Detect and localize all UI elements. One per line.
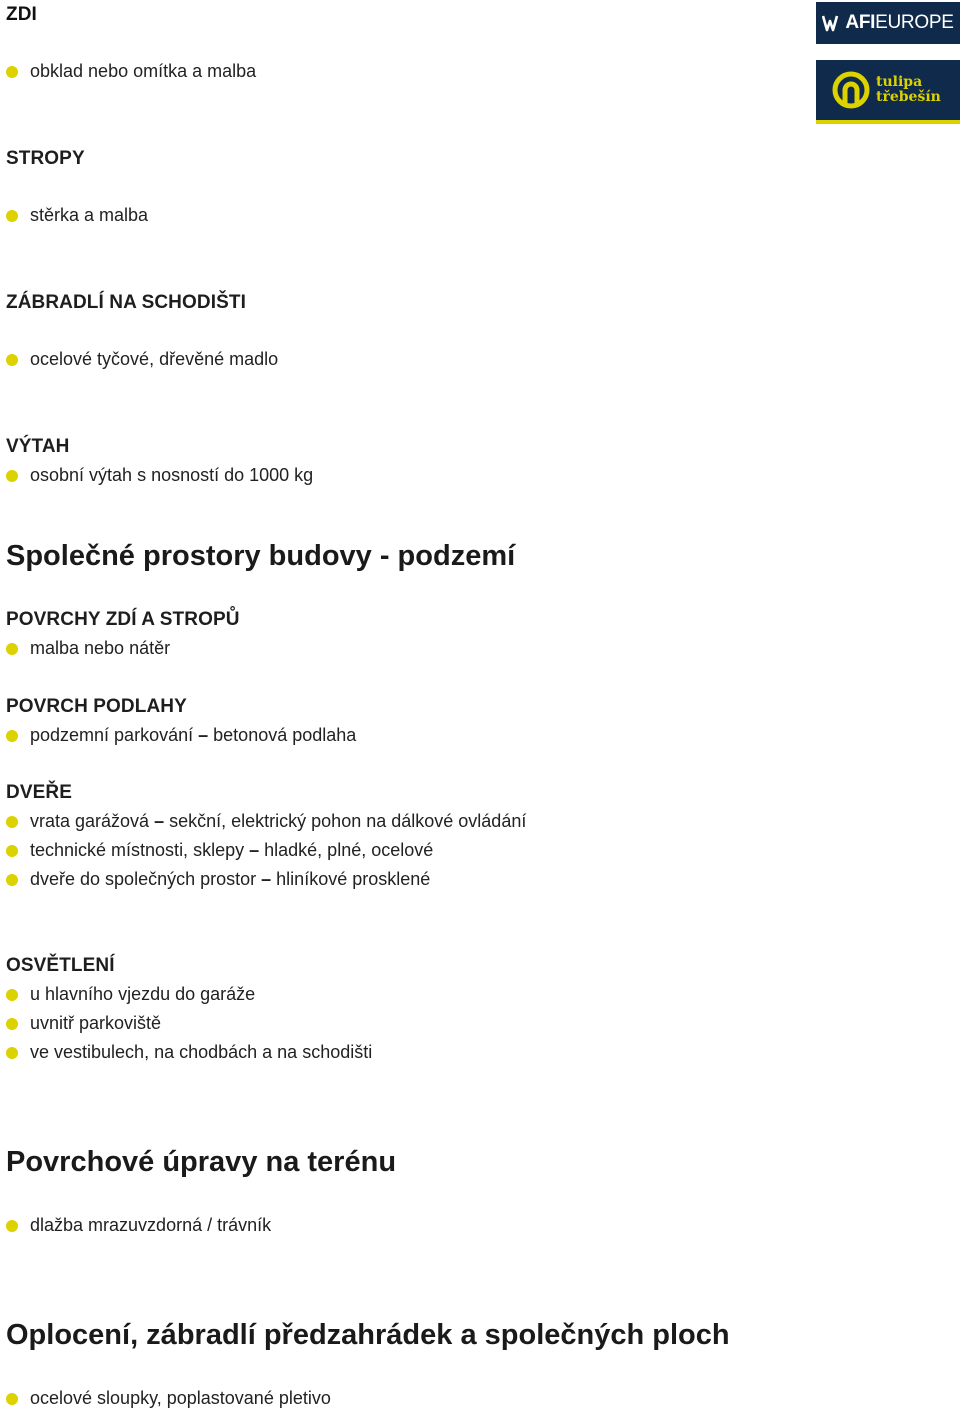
- tulipa-trebesin-logo: [816, 60, 960, 124]
- zdi-label: ZDI: [6, 4, 37, 25]
- list-item-text-a: dveře do společných prostor: [30, 869, 257, 889]
- bullet-icon: [6, 354, 18, 366]
- bullet-icon: [6, 845, 18, 857]
- list-item: [6, 984, 255, 1005]
- list-item-text-b: sekční, elektrický pohon na dálkové ovládání: [169, 811, 527, 831]
- list-item-text: ocelové tyčové, dřevěné madlo: [30, 349, 279, 369]
- bullet-icon: [6, 730, 18, 742]
- tulipa-logo-line1: tulipa: [876, 74, 923, 90]
- bullet-icon: [6, 1393, 18, 1405]
- list-item-text: osobní výtah s nosností do 1000 kg: [30, 465, 314, 485]
- list-item-dash: –: [154, 811, 165, 831]
- list-item-text: ocelové sloupky, poplastované pletivo: [30, 1388, 331, 1408]
- zabradli-label: ZÁBRADLÍ NA SCHODIŠTI: [6, 292, 246, 313]
- list-item: [6, 725, 356, 746]
- list-item-text-a: technické místnosti, sklepy: [30, 840, 245, 860]
- vytah-label: VÝTAH: [6, 436, 70, 457]
- list-item: [6, 465, 313, 486]
- list-item-text-a: podzemní parkování: [30, 725, 194, 745]
- teren-heading: Povrchové úpravy na terénu: [6, 1146, 397, 1178]
- bullet-icon: [6, 816, 18, 828]
- bullet-icon: [6, 1047, 18, 1059]
- dvere-label: DVEŘE: [6, 782, 72, 803]
- afi-logo-prefix: AFI: [845, 12, 876, 33]
- list-item-text-b: hliníkové prosklené: [276, 869, 431, 889]
- list-item-dash: –: [249, 840, 260, 860]
- list-item: [6, 869, 430, 890]
- bullet-icon: [6, 470, 18, 482]
- list-item-text-a: vrata garážová: [30, 811, 150, 831]
- list-item: [6, 638, 170, 659]
- list-item: [6, 811, 526, 832]
- list-item-text-b: betonová podlaha: [213, 725, 357, 745]
- oploceni-heading: Oplocení, zábradlí předzahrádek a společných ploch: [6, 1319, 730, 1351]
- bullet-icon: [6, 210, 18, 222]
- list-item-text: dlažba mrazuvzdorná / trávník: [30, 1215, 272, 1235]
- povrchy-label: POVRCHY ZDÍ A STROPŮ: [6, 609, 240, 630]
- list-item-text: ve vestibulech, na chodbách a na schodišti: [30, 1042, 373, 1062]
- tulipa-logo-line2: třebešín: [876, 89, 941, 105]
- bullet-icon: [6, 874, 18, 886]
- list-item: [6, 1215, 271, 1236]
- list-item-text: u hlavního vjezdu do garáže: [30, 984, 256, 1004]
- list-item: [6, 61, 256, 82]
- podzemi-heading: Společné prostory budovy - podzemí: [6, 540, 516, 572]
- tulipa-mark-icon: [832, 71, 870, 109]
- stropy-label: STROPY: [6, 148, 85, 169]
- list-item-dash: –: [198, 725, 209, 745]
- list-item-text: uvnitř parkoviště: [30, 1013, 162, 1033]
- list-item-text: obklad nebo omítka a malba: [30, 61, 257, 81]
- list-item-dash: –: [261, 869, 272, 889]
- list-item: [6, 1388, 331, 1409]
- list-item-text: malba nebo nátěr: [30, 638, 171, 658]
- afi-logo-suffix: EUROPE: [875, 12, 954, 33]
- afi-mark-icon: [822, 13, 842, 33]
- list-item: [6, 205, 148, 226]
- podlahy-label: POVRCH PODLAHY: [6, 696, 187, 717]
- list-item-text: stěrka a malba: [30, 205, 149, 225]
- list-item: [6, 1042, 372, 1063]
- list-item: [6, 349, 278, 370]
- bullet-icon: [6, 643, 18, 655]
- list-item: [6, 840, 433, 861]
- list-item-text-b: hladké, plné, ocelové: [264, 840, 434, 860]
- bullet-icon: [6, 66, 18, 78]
- list-item: [6, 1013, 161, 1034]
- bullet-icon: [6, 1018, 18, 1030]
- bullet-icon: [6, 989, 18, 1001]
- osvetleni-label: OSVĚTLENÍ: [6, 955, 115, 976]
- afi-europe-logo: [816, 2, 960, 44]
- bullet-icon: [6, 1220, 18, 1232]
